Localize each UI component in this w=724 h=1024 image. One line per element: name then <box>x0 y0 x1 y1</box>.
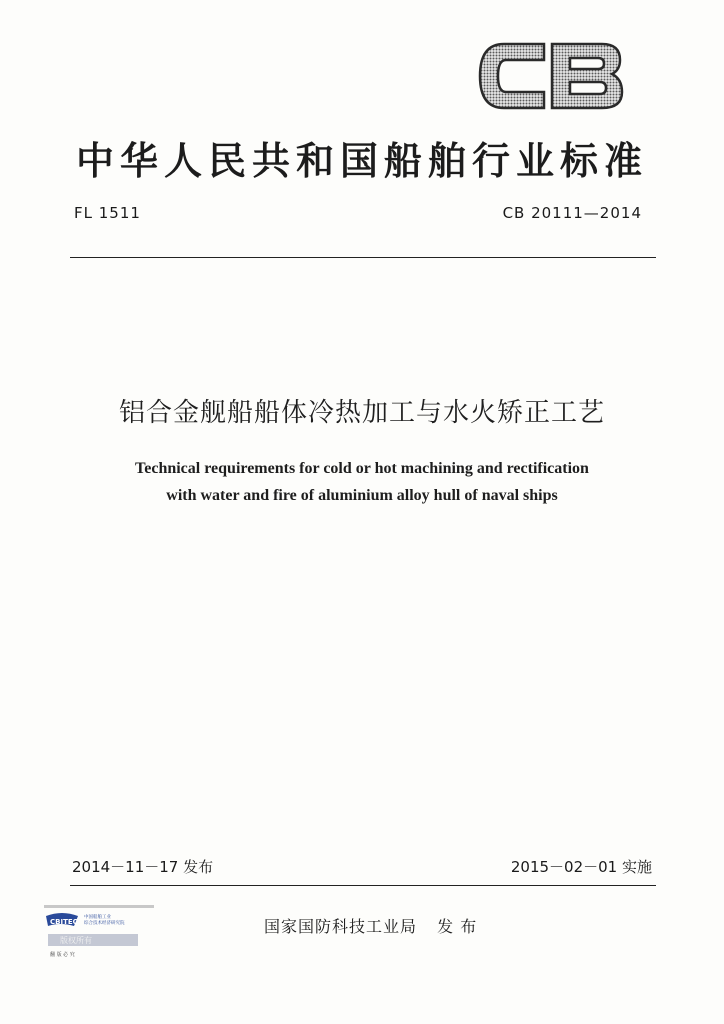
stamp-line-1: 中国船舶工业 <box>84 915 111 920</box>
org-title: 中华人民共和国船舶行业标准 <box>75 138 648 183</box>
title-english-line-1: Technical requirements for cold or hot machining and rectification <box>135 460 589 477</box>
stamp-label: 版权所有 <box>60 936 92 945</box>
issue-date: 2014－11－17 发布 <box>72 858 214 876</box>
title-english <box>0 455 724 509</box>
title-english-line-2: with water and fire of aluminium alloy hull of naval ships <box>166 487 558 504</box>
issuer <box>264 914 477 937</box>
cb-logo <box>474 36 624 116</box>
issuer-action: 发 布 <box>437 917 478 936</box>
copyright-stamp <box>40 904 160 964</box>
stamp-footer: 翻 版 必 究 <box>50 952 75 958</box>
top-divider <box>70 257 656 258</box>
stamp-line-2: 综合技术经济研究院 <box>84 921 125 926</box>
implementation-date: 2015－02－01 实施 <box>510 858 652 876</box>
issuer-name: 国家国防科技工业局 <box>264 917 418 936</box>
standard-number: CB 20111—2014 <box>502 204 642 222</box>
bottom-divider <box>70 885 656 886</box>
stamp-logo-text: CBITEC <box>50 918 78 926</box>
classification-code: FL 1511 <box>74 204 141 222</box>
title-chinese: 铝合金舰船船体冷热加工与水火矫正工艺 <box>118 398 605 428</box>
